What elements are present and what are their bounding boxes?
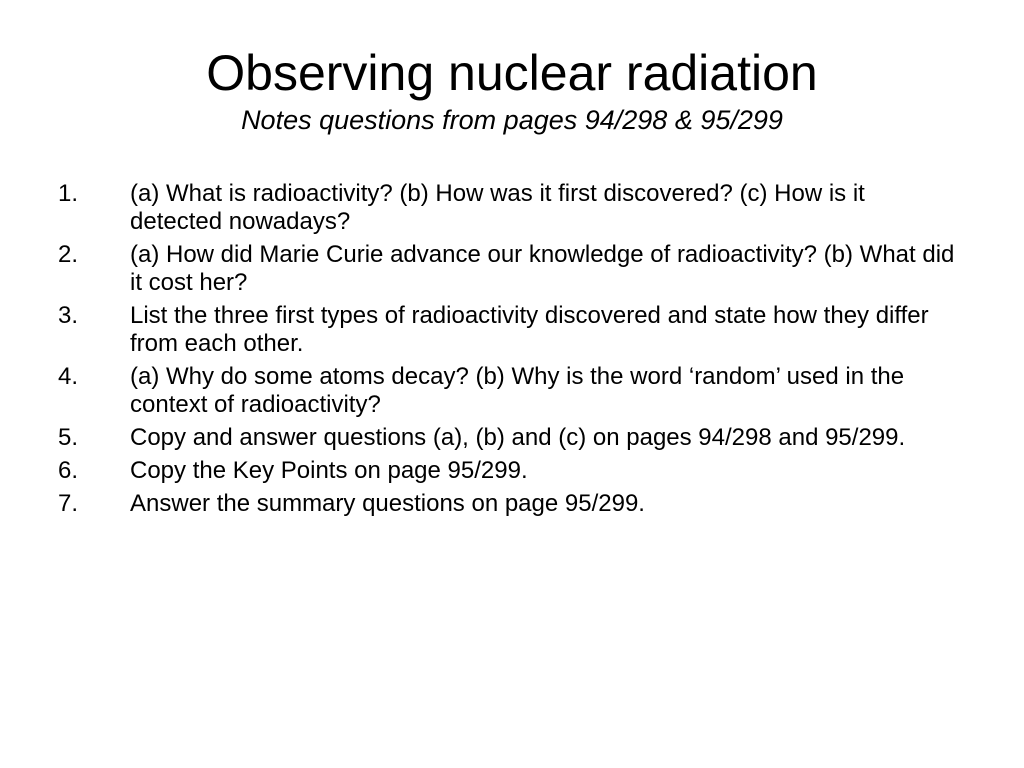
slide-title: Observing nuclear radiation (206, 45, 818, 101)
title-block (0, 44, 1024, 136)
item-text: Copy and answer questions (a), (b) and (c) on pages 94/298 and 95/299. (130, 424, 906, 451)
list-item (58, 424, 958, 452)
item-number: 6. (58, 457, 79, 484)
item-number: 5. (58, 424, 79, 451)
list-item (58, 241, 958, 297)
item-text: Answer the summary questions on page 95/299. (130, 490, 645, 517)
item-number: 2. (58, 241, 79, 268)
slide-subtitle: Notes questions from pages 94/298 & 95/299 (241, 105, 783, 135)
item-number: 3. (58, 302, 79, 329)
item-text: (a) Why do some atoms decay? (b) Why is the word ‘random’ used in the context of radioactivity? (130, 363, 905, 418)
list-item (58, 363, 958, 419)
item-number: 7. (58, 490, 79, 517)
list-item (58, 490, 958, 518)
item-text: List the three first types of radioactivity discovered and state how they differ from each other. (130, 302, 929, 357)
item-text: (a) What is radioactivity? (b) How was it first discovered? (c) How is it detected nowadays? (130, 180, 865, 235)
list-item (58, 180, 958, 236)
item-number: 1. (58, 180, 79, 207)
item-number: 4. (58, 363, 79, 390)
item-text: (a) How did Marie Curie advance our knowledge of radioactivity? (b) What did it cost her? (130, 241, 955, 296)
item-text: Copy the Key Points on page 95/299. (130, 457, 528, 484)
list-item (58, 302, 958, 358)
list-item (58, 457, 958, 485)
question-list (58, 180, 958, 523)
